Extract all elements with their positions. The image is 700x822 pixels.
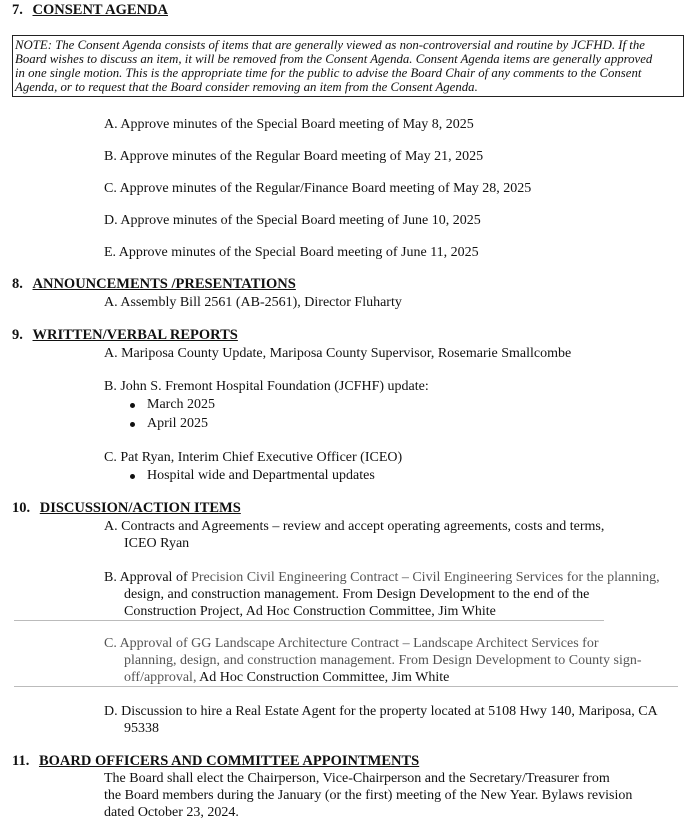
agenda-item: D. Approve minutes of the Special Board meeting of June 10, 2025 [104,213,481,228]
agenda-item: E. Approve minutes of the Special Board meeting of June 11, 2025 [104,245,479,260]
agenda-item: B. Approve minutes of the Regular Board meeting of May 21, 2025 [104,149,484,164]
agenda-item: A. Mariposa County Update, Mariposa County Supervisor, Rosemarie Smallcombe [104,346,572,361]
section-9-heading [12,327,238,344]
section-title: WRITTEN/VERBAL REPORTS [32,327,238,343]
agenda-item: A. Approve minutes of the Special Board meeting of May 8, 2025 [104,117,474,132]
section-10-heading [12,500,241,517]
item-text: Ad Hoc Construction Committee, Jim White [199,670,450,685]
section-number: 11. [12,753,30,769]
consent-agenda-note [12,35,684,97]
agenda-item: C. Approval of GG Landscape Architecture Contract – Landscape Architect Services for [104,636,599,651]
section-11-heading [12,753,419,770]
section-number: 9. [12,327,23,343]
bullet-item: April 2025 [147,416,209,431]
agenda-item: B. John S. Fremont Hospital Foundation (JCFHF) update: [104,379,429,394]
section-title: ANNOUNCEMENTS /PRESENTATIONS [32,276,296,292]
item-gray-text: Precision Civil Engineering Contract – Civil Engineering Services for the planning, [191,570,660,585]
bullet-icon [130,422,135,427]
agenda-item [104,569,660,586]
divider [14,686,678,687]
agenda-item-continued [124,669,449,686]
agenda-item-continued: design, and construction management. From Design Development to the end of the [124,587,590,602]
bullet-item: March 2025 [147,397,216,412]
section-number: 7. [12,2,23,18]
section-title: DISCUSSION/ACTION ITEMS [39,500,241,516]
agenda-item: A. Assembly Bill 2561 (AB-2561), Director Fluharty [104,295,402,310]
item-label: B. Approval of [104,570,192,585]
agenda-item-continued: ICEO Ryan [124,536,190,551]
note-line: Agenda, or to request that the Board consider removing an item from the Consent Agenda. [15,80,478,94]
note-line: Board wishes to discuss an item, it will be removed from the Consent Agenda. Consent Agenda items are generally approved [15,52,653,66]
section-number: 10. [12,500,31,516]
bullet-icon [130,474,135,479]
paragraph-line: The Board shall elect the Chairperson, Vice-Chairperson and the Secretary/Treasurer from [104,771,610,786]
section-title: CONSENT AGENDA [32,2,168,18]
agenda-item: C. Pat Ryan, Interim Chief Executive Officer (ICEO) [104,450,403,465]
section-number: 8. [12,276,23,292]
section-8-heading [12,276,296,293]
section-7-heading [12,2,168,19]
divider [14,620,604,621]
agenda-item-continued: planning, design, and construction management. From Design Development to County sign- [124,653,642,668]
bullet-item: Hospital wide and Departmental updates [147,468,375,483]
note-line: NOTE: The Consent Agenda consists of items that are generally viewed as non-controversial and routine by JCFHD. If the [15,38,645,52]
bullet-icon [130,403,135,408]
paragraph-line: dated October 23, 2024. [104,805,239,820]
agenda-item-continued: Construction Project, Ad Hoc Construction Committee, Jim White [124,604,496,619]
section-title: BOARD OFFICERS AND COMMITTEE APPOINTMENTS [38,753,420,769]
agenda-item: C. Approve minutes of the Regular/Finance Board meeting of May 28, 2025 [104,181,532,196]
agenda-item-continued: 95338 [124,721,159,736]
paragraph-line: the Board members during the January (or the first) meeting of the New Year. Bylaws revision [104,788,633,803]
item-gray-text: off/approval, [124,670,200,685]
agenda-item: D. Discussion to hire a Real Estate Agent for the property located at 5108 Hwy 140, Mariposa, CA [104,704,658,719]
agenda-item: A. Contracts and Agreements – review and accept operating agreements, costs and terms, [104,519,605,534]
note-line: in one single motion. This is the appropriate time for the public to advise the Board Chair of any comments to the Consent [15,66,642,80]
